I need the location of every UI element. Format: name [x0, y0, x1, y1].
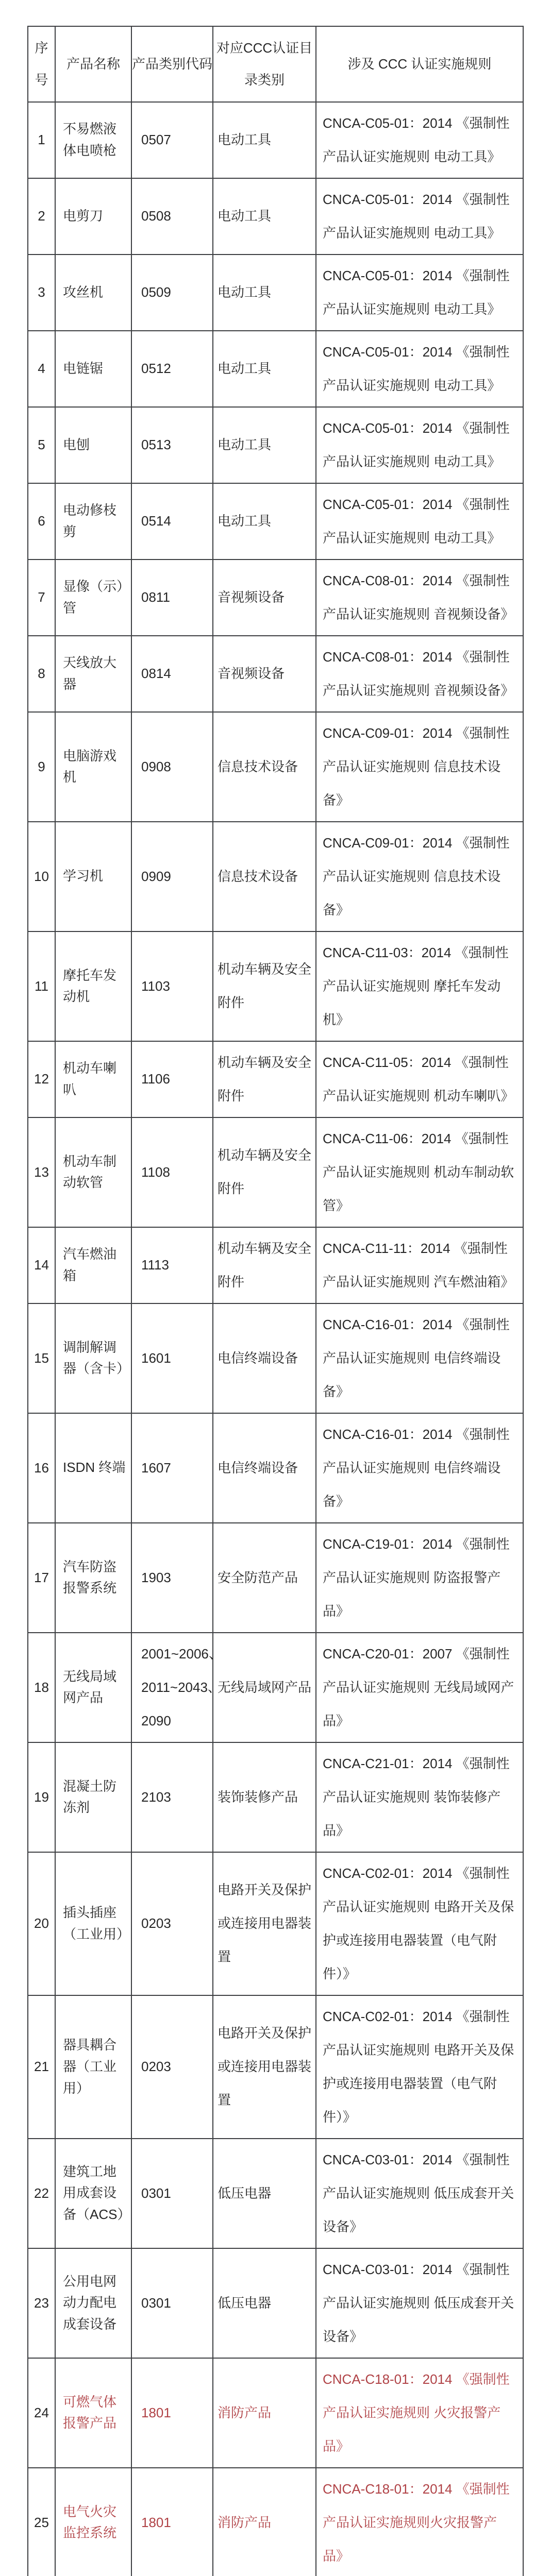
- cell-ccc-rule: CNCA-C02-01：2014 《强制性产品认证实施规则 电路开关及保护或连接用电器装置（电气附件）》: [316, 1852, 523, 1995]
- cell-category-code: 1103: [131, 931, 213, 1041]
- cell-category-code: 0512: [131, 331, 213, 407]
- cell-serial: 2: [28, 178, 55, 255]
- cell-product-name: 摩托车发动机: [55, 931, 131, 1041]
- cell-ccc-category: 电动工具: [213, 407, 316, 483]
- cell-ccc-category: 电路开关及保护或连接用电器装置: [213, 1852, 316, 1995]
- cell-product-name: 汽车燃油箱: [55, 1227, 131, 1303]
- table-row: [28, 1227, 523, 1303]
- cell-category-code: 2103: [131, 1742, 213, 1852]
- header-product-name: 产品名称: [55, 26, 131, 102]
- cell-category-code: 0301: [131, 2139, 213, 2248]
- cell-serial: 11: [28, 931, 55, 1041]
- cell-category-code: 0909: [131, 822, 213, 931]
- cell-category-code: 0203: [131, 1852, 213, 1995]
- cell-product-name: ISDN 终端: [55, 1413, 131, 1523]
- cell-ccc-rule: CNCA-C18-01：2014 《强制性产品认证实施规则 火灾报警产品》: [316, 2358, 523, 2468]
- cell-ccc-rule: CNCA-C05-01：2014 《强制性产品认证实施规则 电动工具》: [316, 407, 523, 483]
- header-ccc-catalog-category: 对应CCC认证目录类别: [213, 26, 316, 102]
- cell-category-code: 0811: [131, 560, 213, 636]
- table-row: [28, 636, 523, 712]
- table-row: [28, 102, 523, 178]
- cell-serial: 5: [28, 407, 55, 483]
- table-row: [28, 2139, 523, 2248]
- cell-ccc-category: 机动车辆及安全附件: [213, 1227, 316, 1303]
- cell-product-name: 显像（示）管: [55, 560, 131, 636]
- cell-product-name: 无线局域网产品: [55, 1633, 131, 1742]
- cell-category-code: 1801: [131, 2358, 213, 2468]
- cell-ccc-category: 消防产品: [213, 2468, 316, 2576]
- table-row: [28, 331, 523, 407]
- table-row: [28, 712, 523, 822]
- cell-ccc-rule: CNCA-C19-01：2014 《强制性产品认证实施规则 防盗报警产品》: [316, 1523, 523, 1633]
- table-row: [28, 1852, 523, 1995]
- cell-category-code: 0203: [131, 1995, 213, 2139]
- cell-product-name: 攻丝机: [55, 255, 131, 331]
- table-row: [28, 255, 523, 331]
- cell-ccc-rule: CNCA-C20-01：2007 《强制性产品认证实施规则 无线局域网产品》: [316, 1633, 523, 1742]
- cell-ccc-category: 电动工具: [213, 178, 316, 255]
- cell-serial: 16: [28, 1413, 55, 1523]
- cell-product-name: 插头插座（工业用）: [55, 1852, 131, 1995]
- cell-category-code: 0507: [131, 102, 213, 178]
- cell-product-name: 机动车喇叭: [55, 1041, 131, 1117]
- cell-ccc-category: 音视频设备: [213, 636, 316, 712]
- cell-ccc-rule: CNCA-C11-03：2014 《强制性产品认证实施规则 摩托车发动机》: [316, 931, 523, 1041]
- cell-ccc-category: 电动工具: [213, 102, 316, 178]
- cell-ccc-category: 电动工具: [213, 483, 316, 560]
- cell-ccc-rule: CNCA-C03-01：2014 《强制性产品认证实施规则 低压成套开关设备》: [316, 2139, 523, 2248]
- cell-ccc-rule: CNCA-C05-01：2014 《强制性产品认证实施规则 电动工具》: [316, 255, 523, 331]
- cell-product-name: 天线放大器: [55, 636, 131, 712]
- cell-ccc-category: 无线局域网产品: [213, 1633, 316, 1742]
- cell-category-code: 1106: [131, 1041, 213, 1117]
- cell-ccc-category: 低压电器: [213, 2248, 316, 2358]
- cell-serial: 7: [28, 560, 55, 636]
- cell-ccc-category: 机动车辆及安全附件: [213, 931, 316, 1041]
- cell-ccc-category: 信息技术设备: [213, 712, 316, 822]
- cell-serial: 25: [28, 2468, 55, 2576]
- cell-serial: 22: [28, 2139, 55, 2248]
- cell-serial: 24: [28, 2358, 55, 2468]
- cell-serial: 23: [28, 2248, 55, 2358]
- cell-ccc-rule: CNCA-C05-01：2014 《强制性产品认证实施规则 电动工具》: [316, 178, 523, 255]
- cell-product-name: 器具耦合器（工业用）: [55, 1995, 131, 2139]
- cell-ccc-rule: CNCA-C16-01：2014 《强制性产品认证实施规则 电信终端设备》: [316, 1413, 523, 1523]
- cell-ccc-rule: CNCA-C05-01：2014 《强制性产品认证实施规则 电动工具》: [316, 102, 523, 178]
- cell-serial: 12: [28, 1041, 55, 1117]
- table-row: [28, 822, 523, 931]
- cell-ccc-rule: CNCA-C16-01：2014 《强制性产品认证实施规则 电信终端设备》: [316, 1303, 523, 1413]
- cell-ccc-category: 电信终端设备: [213, 1303, 316, 1413]
- cell-product-name: 可燃气体报警产品: [55, 2358, 131, 2468]
- cell-ccc-rule: CNCA-C08-01：2014 《强制性产品认证实施规则 音视频设备》: [316, 636, 523, 712]
- table-row: [28, 560, 523, 636]
- cell-serial: 19: [28, 1742, 55, 1852]
- table-header: [28, 26, 523, 102]
- cell-ccc-category: 电动工具: [213, 331, 316, 407]
- cell-serial: 14: [28, 1227, 55, 1303]
- cell-product-name: 电脑游戏机: [55, 712, 131, 822]
- cell-serial: 13: [28, 1117, 55, 1227]
- cell-ccc-rule: CNCA-C08-01：2014 《强制性产品认证实施规则 音视频设备》: [316, 560, 523, 636]
- cell-serial: 18: [28, 1633, 55, 1742]
- cell-ccc-rule: CNCA-C18-01：2014 《强制性产品认证实施规则火灾报警产品》: [316, 2468, 523, 2576]
- cell-ccc-category: 电动工具: [213, 255, 316, 331]
- cell-ccc-category: 机动车辆及安全附件: [213, 1041, 316, 1117]
- cell-category-code: 0908: [131, 712, 213, 822]
- cell-ccc-category: 安全防范产品: [213, 1523, 316, 1633]
- table-row: [28, 1523, 523, 1633]
- cell-product-name: 调制解调器（含卡）: [55, 1303, 131, 1413]
- cell-category-code: 1601: [131, 1303, 213, 1413]
- cell-ccc-rule: CNCA-C09-01：2014 《强制性产品认证实施规则 信息技术设备》: [316, 822, 523, 931]
- cell-product-name: 电链锯: [55, 331, 131, 407]
- cell-serial: 9: [28, 712, 55, 822]
- cell-category-code: 0509: [131, 255, 213, 331]
- cell-serial: 4: [28, 331, 55, 407]
- cell-serial: 20: [28, 1852, 55, 1995]
- cell-ccc-rule: CNCA-C21-01：2014 《强制性产品认证实施规则 装饰装修产品》: [316, 1742, 523, 1852]
- cell-serial: 15: [28, 1303, 55, 1413]
- cell-product-name: 电气火灾监控系统: [55, 2468, 131, 2576]
- cell-ccc-rule: CNCA-C05-01：2014 《强制性产品认证实施规则 电动工具》: [316, 483, 523, 560]
- cell-product-name: 混凝土防冻剂: [55, 1742, 131, 1852]
- ccc-products-table: [27, 26, 524, 2576]
- cell-ccc-category: 机动车辆及安全附件: [213, 1117, 316, 1227]
- cell-ccc-rule: CNCA-C09-01：2014 《强制性产品认证实施规则 信息技术设备》: [316, 712, 523, 822]
- cell-category-code: 2001~2006、2011~2043、2090: [131, 1633, 213, 1742]
- cell-ccc-category: 电信终端设备: [213, 1413, 316, 1523]
- table-row: [28, 1633, 523, 1742]
- cell-product-name: 不易燃液体电喷枪: [55, 102, 131, 178]
- cell-ccc-rule: CNCA-C11-06：2014 《强制性产品认证实施规则 机动车制动软管》: [316, 1117, 523, 1227]
- cell-ccc-category: 电路开关及保护或连接用电器装置: [213, 1995, 316, 2139]
- table-row: [28, 178, 523, 255]
- table-row: [28, 1041, 523, 1117]
- table-row: [28, 1742, 523, 1852]
- header-ccc-rule: 涉及 CCC 认证实施规则: [316, 26, 523, 102]
- cell-category-code: 1108: [131, 1117, 213, 1227]
- cell-ccc-category: 信息技术设备: [213, 822, 316, 931]
- table-row: [28, 931, 523, 1041]
- cell-serial: 3: [28, 255, 55, 331]
- cell-ccc-rule: CNCA-C11-11：2014 《强制性产品认证实施规则 汽车燃油箱》: [316, 1227, 523, 1303]
- cell-product-name: 机动车制动软管: [55, 1117, 131, 1227]
- cell-category-code: 0508: [131, 178, 213, 255]
- cell-serial: 10: [28, 822, 55, 931]
- cell-ccc-category: 低压电器: [213, 2139, 316, 2248]
- cell-category-code: 0513: [131, 407, 213, 483]
- cell-serial: 1: [28, 102, 55, 178]
- table-row: [28, 483, 523, 560]
- cell-category-code: 1903: [131, 1523, 213, 1633]
- cell-ccc-rule: CNCA-C11-05：2014 《强制性产品认证实施规则 机动车喇叭》: [316, 1041, 523, 1117]
- table-body: [28, 102, 523, 2576]
- header-category-code: 产品类别代码: [131, 26, 213, 102]
- cell-category-code: 0514: [131, 483, 213, 560]
- header-row: [28, 26, 523, 102]
- cell-ccc-rule: CNCA-C05-01：2014 《强制性产品认证实施规则 电动工具》: [316, 331, 523, 407]
- cell-category-code: 1801: [131, 2468, 213, 2576]
- cell-ccc-category: 音视频设备: [213, 560, 316, 636]
- table-row: [28, 1413, 523, 1523]
- table-row: [28, 1117, 523, 1227]
- cell-ccc-rule: CNCA-C02-01：2014 《强制性产品认证实施规则 电路开关及保护或连接用电器装置（电气附件）》: [316, 1995, 523, 2139]
- cell-product-name: 电刨: [55, 407, 131, 483]
- header-serial: 序号: [28, 26, 55, 102]
- cell-ccc-category: 装饰装修产品: [213, 1742, 316, 1852]
- cell-product-name: 电动修枝剪: [55, 483, 131, 560]
- cell-category-code: 1607: [131, 1413, 213, 1523]
- cell-serial: 6: [28, 483, 55, 560]
- cell-ccc-rule: CNCA-C03-01：2014 《强制性产品认证实施规则 低压成套开关设备》: [316, 2248, 523, 2358]
- table-row: [28, 1303, 523, 1413]
- cell-product-name: 建筑工地用成套设备（ACS）: [55, 2139, 131, 2248]
- table-row: [28, 407, 523, 483]
- cell-category-code: 0814: [131, 636, 213, 712]
- table-row: [28, 2358, 523, 2468]
- cell-product-name: 汽车防盗报警系统: [55, 1523, 131, 1633]
- cell-serial: 21: [28, 1995, 55, 2139]
- table-row: [28, 2468, 523, 2576]
- cell-serial: 8: [28, 636, 55, 712]
- cell-product-name: 学习机: [55, 822, 131, 931]
- cell-product-name: 电剪刀: [55, 178, 131, 255]
- cell-ccc-category: 消防产品: [213, 2358, 316, 2468]
- cell-serial: 17: [28, 1523, 55, 1633]
- cell-product-name: 公用电网动力配电成套设备: [55, 2248, 131, 2358]
- cell-category-code: 1113: [131, 1227, 213, 1303]
- cell-category-code: 0301: [131, 2248, 213, 2358]
- table-row: [28, 2248, 523, 2358]
- table-row: [28, 1995, 523, 2139]
